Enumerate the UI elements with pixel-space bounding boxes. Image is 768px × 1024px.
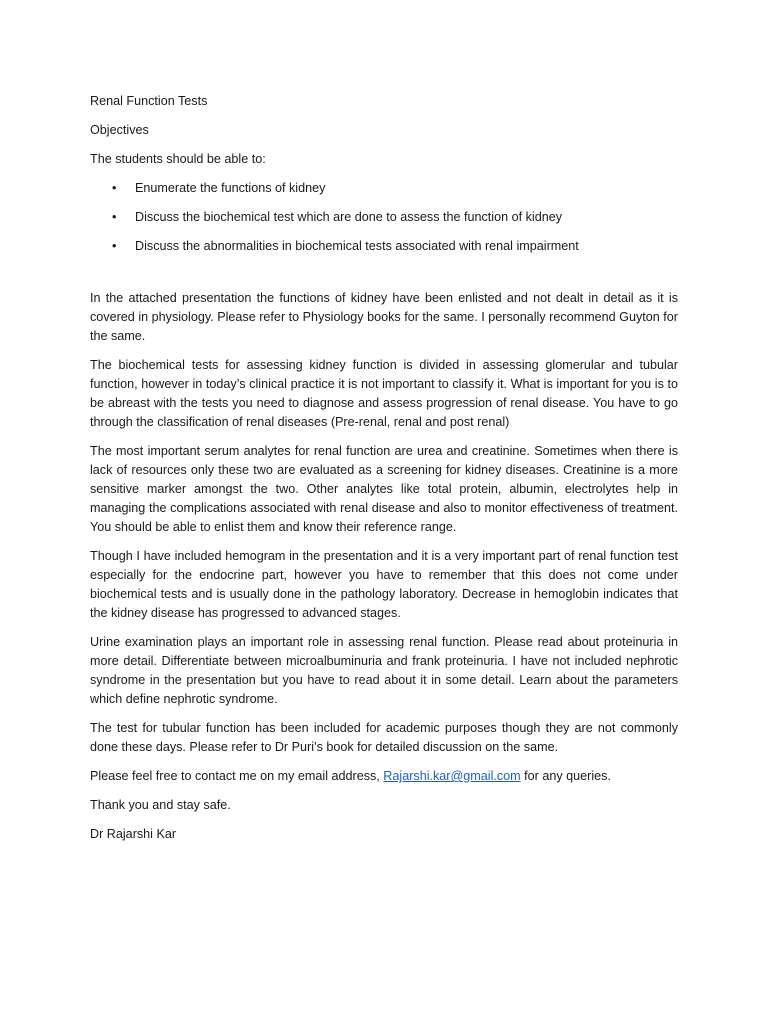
document-page [90, 92, 678, 854]
email-link[interactable]: Rajarshi.kar@gmail.com [383, 769, 521, 783]
list-item [90, 208, 678, 227]
objectives-intro: The students should be able to: [90, 152, 266, 166]
contact-suffix: for any queries. [520, 769, 611, 783]
bullet-icon: • [112, 181, 117, 195]
paragraph-tubular-function: The test for tubular function has been included for academic purposes though they are not commonly done these days. Please refer to Dr Puri’s book for detailed discussion on the same. [90, 721, 678, 754]
closing-line: Thank you and stay safe. [90, 798, 231, 812]
objective-text: Discuss the biochemical test which are done to assess the function of kidney [135, 210, 563, 224]
paragraph-physiology: In the attached presentation the functions of kidney have been enlisted and not dealt in detail as it is covered in physiology. Please refer to Physiology books for the same. I personally recommend Guyton for the same. [90, 291, 678, 343]
bullet-icon: • [112, 239, 117, 253]
objectives-heading: Objectives [90, 123, 149, 137]
paragraph-hemogram: Though I have included hemogram in the presentation and it is a very important part of renal function test especially for the endocrine part, however you have to remember that this does not come under biochemical tests and is usually done in the pathology laboratory. Decrease in hemoglobin indicates that the kidney disease has progressed to advanced stages. [90, 549, 678, 620]
paragraph-classification: The biochemical tests for assessing kidney function is divided in assessing glomerular and tubular function, however in today’s clinical practice it is not important to classify it. What is important for you is to be abreast with the tests you need to diagnose and assess progression of renal disease. You have to go through the classification of renal diseases (Pre-renal, renal and post renal) [90, 358, 678, 429]
document-title: Renal Function Tests [90, 94, 208, 108]
list-item [90, 237, 678, 256]
contact-line [90, 767, 678, 786]
paragraph-urine-examination: Urine examination plays an important role in assessing renal function. Please read about proteinuria in more detail. Differentiate between microalbuminuria and frank proteinuria. I have not included nephrotic syndrome in the presentation but you have to read about it in some detail. Learn about the parameters which define nephrotic syndrome. [90, 635, 678, 706]
objectives-list [90, 179, 678, 256]
objective-text: Discuss the abnormalities in biochemical tests associated with renal impairment [135, 239, 579, 253]
paragraph-serum-analytes: The most important serum analytes for renal function are urea and creatinine. Sometimes when there is lack of resources only these two are evaluated as a screening for kidney diseases. Creatinine is a more sensitive marker amongst the two. Other analytes like total protein, albumin, electrolytes help in managing the complications associated with renal disease and also to monitor effectiveness of treatment. You should be able to enlist them and know their reference range. [90, 444, 678, 534]
contact-prefix: Please feel free to contact me on my email address, [90, 769, 384, 783]
signature: Dr Rajarshi Kar [90, 827, 177, 841]
list-item [90, 179, 678, 198]
objective-text: Enumerate the functions of kidney [135, 181, 326, 195]
bullet-icon: • [112, 210, 117, 224]
